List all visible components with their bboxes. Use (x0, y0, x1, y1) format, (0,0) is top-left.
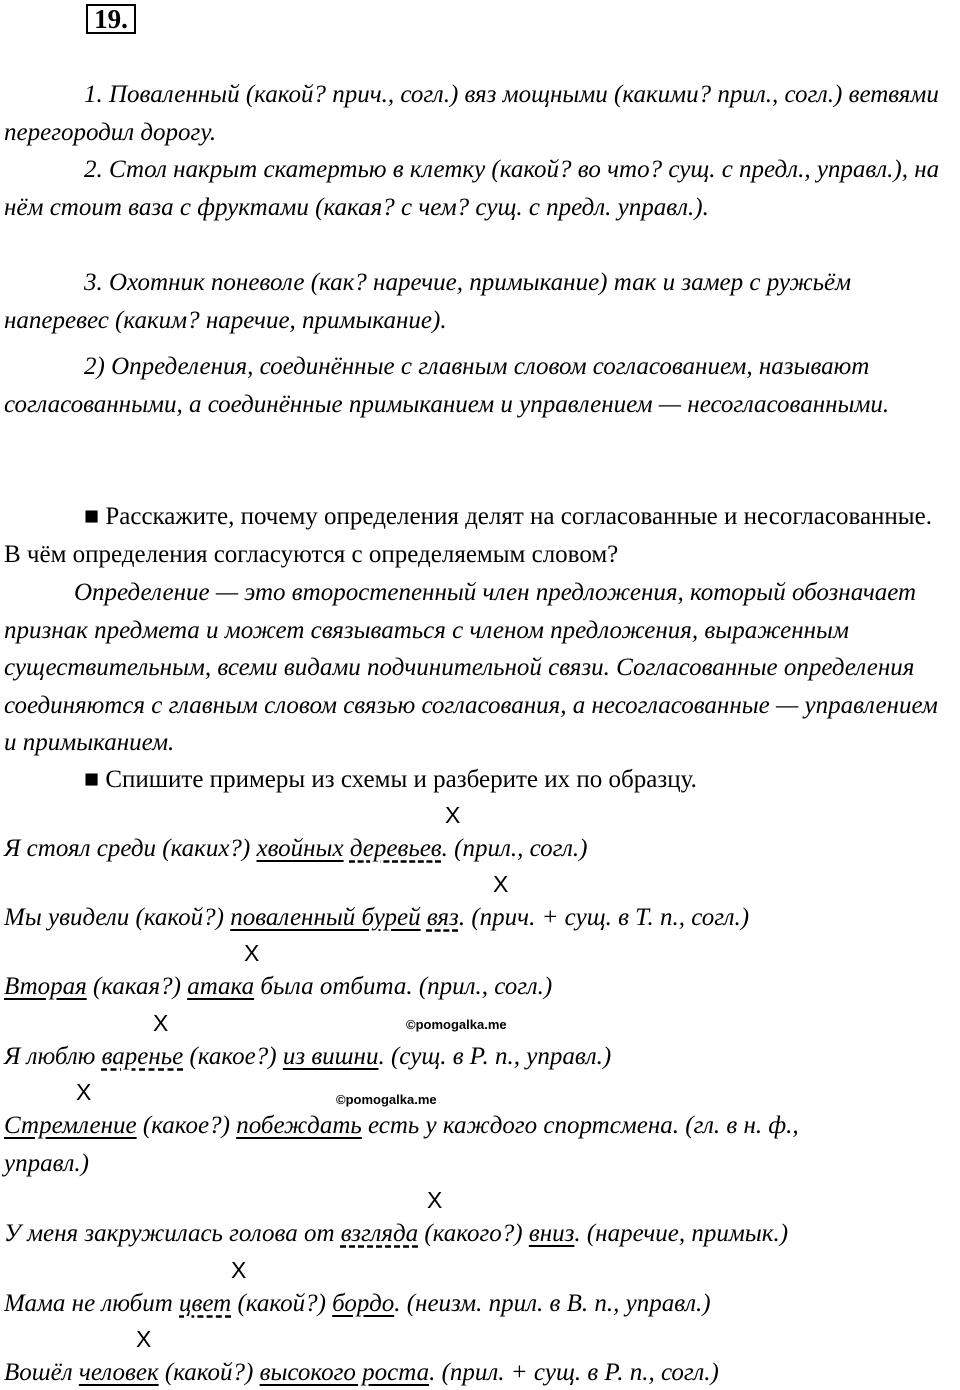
defined-word: деревьев (349, 835, 442, 862)
sentence-5: Стремление (какое?) побеждать есть у каждого спортсмена. (гл. в н. ф., (4, 1112, 799, 1139)
main-word: бордо (332, 1290, 395, 1317)
task-1: ■ Расскажите, почему определения делят на согласованные и несогласованные. В чём определения согласуются с определяемым словом? (4, 503, 932, 568)
main-word-mark: X (445, 802, 461, 828)
defined-word: варенье (101, 1043, 184, 1070)
defined-word: цвет (179, 1290, 232, 1317)
main-word: поваленный бурей (230, 904, 421, 931)
sentence-6: У меня закружилась голова от взгляда (какого?) вниз. (наречие, примык.) (4, 1220, 789, 1247)
example-2: 2. Стол накрыт скатертью в клетку (какой? во что? сущ. с предл., управл.), на нём стоит ваза с фруктами (какая? с чем? сущ. с предл. управл.). (4, 156, 940, 221)
sentence-2: Мы увидели (какой?) поваленный бурей вяз. (прич. + сущ. в Т. п., согл.) (4, 904, 750, 931)
main-word-mark: X (244, 940, 260, 966)
answer-task-1: Определение — это второстепенный член предложения, который обозначает признак предмета и может связываться с членом предложения, выраженным существительным, всеми видами подчинительной связи. Согласованные определения соединяются с главным словом связью согласования, а несогласованные — управлением и примыканием. (4, 579, 938, 756)
sentence-7: Мама не любит цвет (какой?) бордо. (неизм. прил. в В. п., управл.) (4, 1290, 711, 1317)
main-word-mark: X (493, 871, 509, 897)
main-word: Стремление (4, 1112, 137, 1139)
example-3: 3. Охотник поневоле (как? наречие, примыкание) так и замер с ружьём наперевес (каким? наречие, примыкание). (4, 269, 852, 334)
main-word: из вишни (282, 1043, 379, 1070)
defined-word: атака (187, 973, 255, 1000)
defined-word: взгляда (340, 1220, 419, 1247)
main-word-mark: X (427, 1187, 443, 1213)
watermark: ©pomogalka.me (336, 1092, 437, 1107)
exercise-number: 19. (86, 4, 136, 34)
defined-word: вяз (426, 904, 459, 931)
main-word: вниз (528, 1220, 575, 1247)
main-word-mark: X (136, 1326, 152, 1352)
answer-2: 2) Определения, соединённые с главным словом согласованием, называют согласованными, а соединённые примыканием и управлением — несогласованными. (4, 353, 890, 418)
sentence-4: Я люблю варенье (какое?) из вишни. (сущ. в Р. п., управл.) (4, 1043, 612, 1070)
sentence-5-continued: управл.) (4, 1150, 89, 1177)
defined-word: высокого роста (259, 1359, 430, 1386)
main-word-mark: X (231, 1257, 247, 1283)
example-1: 1. Поваленный (какой? прич., согл.) вяз мощными (какими? прил., согл.) ветвями перегородил дорогу. (4, 81, 939, 146)
main-word-mark: X (76, 1079, 92, 1105)
sentence-1: Я стоял среди (каких?) хвойных деревьев. (прил., согл.) (4, 835, 588, 862)
defined-word: побеждать (236, 1112, 362, 1139)
task-2: ■ Спишите примеры из схемы и разберите их по образцу. (84, 766, 697, 793)
sentence-8: Вошёл человек (какой?) высокого роста. (прил. + сущ. в Р. п., согл.) (4, 1359, 719, 1386)
main-word-mark: X (153, 1010, 169, 1036)
main-word: хвойных (256, 835, 344, 862)
main-word: Вторая (4, 973, 87, 1000)
watermark: ©pomogalka.me (406, 1017, 507, 1032)
main-word: человек (78, 1359, 159, 1386)
sentence-3: Вторая (какая?) атака была отбита. (прил., согл.) (4, 973, 553, 1000)
